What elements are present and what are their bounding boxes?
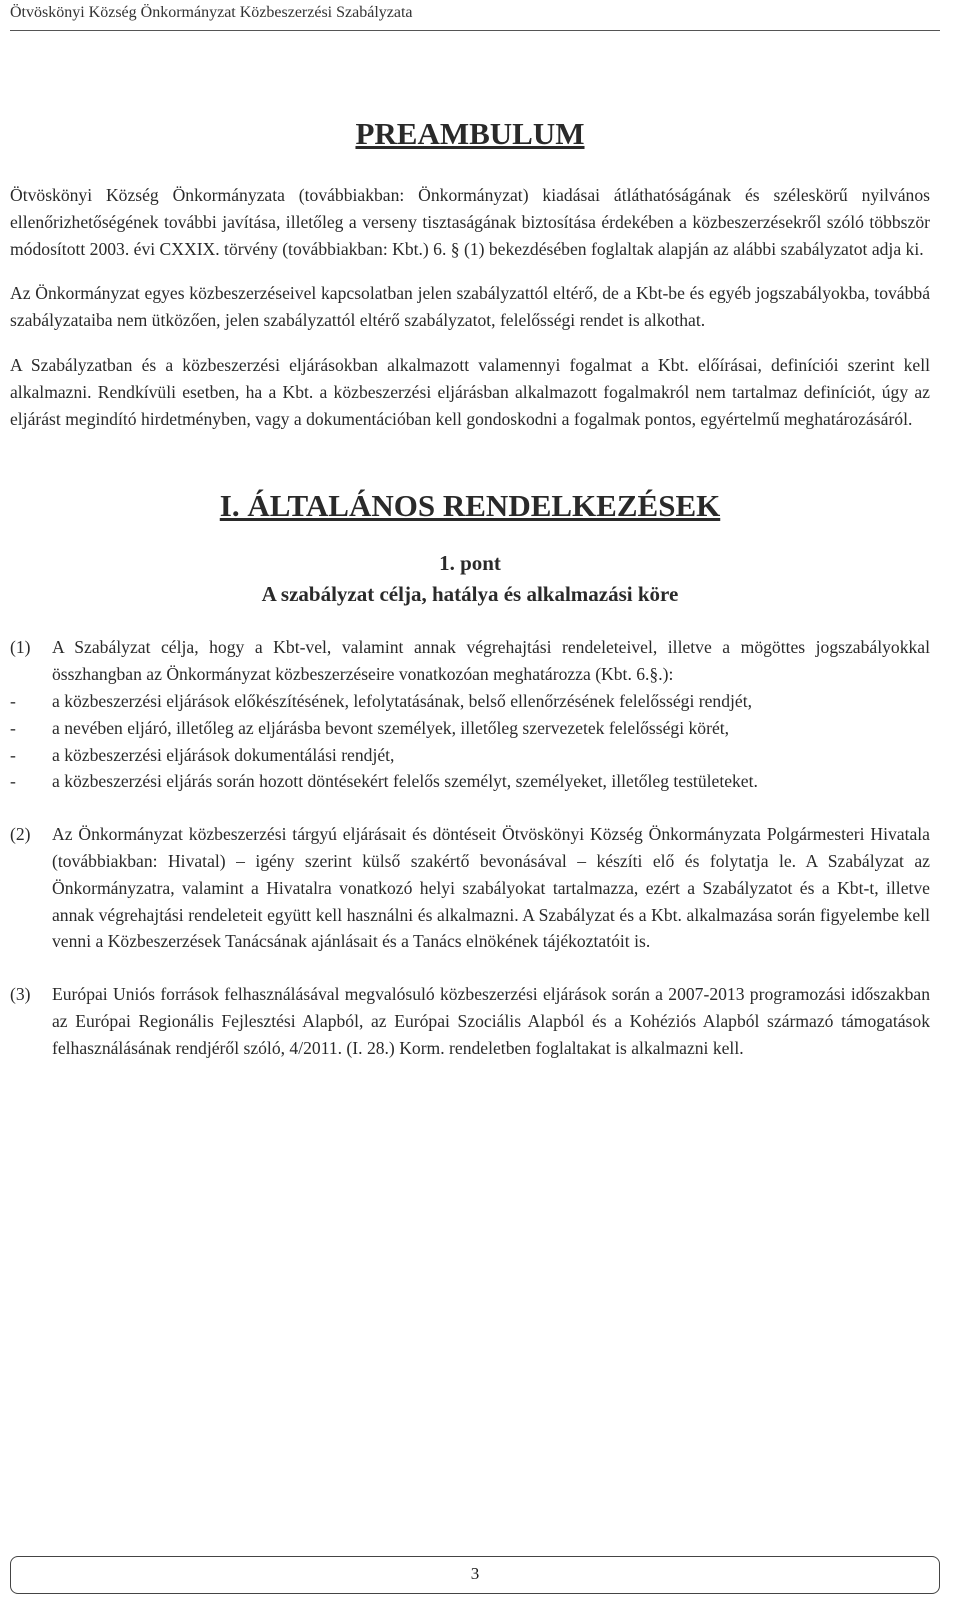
item-number: (2) <box>10 824 31 845</box>
list-item <box>10 688 930 715</box>
page-number: 3 <box>470 1564 480 1583</box>
item-text: Az Önkormányzat közbeszerzési tárgyú eljárásait és döntéseit Ötvöskönyi Község Önkormányzata Polgármesteri Hivatala (továbbiakban: Hivatal) – igény szerint külső szakértő bevonásával – készíti elő és folytatja le. A Szabályzat az Önkormányzatra, valamint a Hivatalra vonatkozó helyi szabályokat tartalmazza, ezért a Szabályzatot és a Kbt-t, illetve annak végrehajtási rendeleteit együtt kell használni és alkalmazni. A Szabályzat és a Kbt. alkalmazása során figyelembe kell venni a Közbeszerzések Tanácsának ajánlásait és a Tanács elnökének tájékoztatóit is. <box>52 824 930 952</box>
item-body <box>52 821 930 955</box>
point-label: 1. pont <box>439 551 501 576</box>
dash-marker: - <box>10 717 16 738</box>
item-text: A Szabályzat célja, hogy a Kbt-vel, valamint annak végrehajtási rendeleteivel, illetve a mögöttes jogszabályokkal összhangban az Önkormányzat közbeszerzéseire vonatkozóan meghatározza (Kbt. 6.§.): <box>52 637 930 685</box>
numbered-item-1 <box>10 634 930 795</box>
list-item-text: a közbeszerzési eljárás során hozott döntésekért felelős személyt, személyeket, illetőleg testületeket. <box>52 771 758 792</box>
item-body <box>52 981 930 1061</box>
running-header: Ötvöskönyi Község Önkormányzat Közbeszerzési Szabályzata <box>10 4 413 21</box>
dash-marker: - <box>10 690 16 711</box>
preamble-paragraph-2: Az Önkormányzat egyes közbeszerzéseivel kapcsolatban jelen szabályzattól eltérő, de a Kbt-be és egyéb jogszabályokba, továbbá szabályzataiba nem ütközően, jelen szabályzattól eltérő szabályzatot, felelősségi rendet is alkothat. <box>10 283 930 331</box>
list-item <box>10 768 930 795</box>
footer-box <box>10 1556 940 1594</box>
preamble-heading: PREAMBULUM <box>355 116 585 151</box>
list-item <box>10 715 930 742</box>
document-body <box>10 112 930 1088</box>
item-number: (3) <box>10 984 31 1005</box>
point-title: A szabályzat célja, hatálya és alkalmazási köre <box>261 582 679 607</box>
list-item-text: a közbeszerzési eljárások előkészítésének, lefolytatásának, belső ellenőrzésének felelősségi rendjét, <box>52 690 753 711</box>
header-rule <box>10 30 940 31</box>
numbered-item-2 <box>10 821 930 955</box>
numbered-item-3 <box>10 981 930 1061</box>
dash-marker: - <box>10 771 16 792</box>
dash-marker: - <box>10 744 16 765</box>
list-item <box>10 742 930 769</box>
dash-list <box>10 688 930 795</box>
item-number: (1) <box>10 637 31 658</box>
preamble-paragraph-3: A Szabályzatban és a közbeszerzési eljárásokban alkalmazott valamennyi fogalmat a Kbt. előírásai, definíciói szerint kell alkalmazni. Rendkívüli esetben, ha a Kbt. a közbeszerzési eljárásban alkalmazott fogalmakról nem tartalmaz definíciót, úgy az eljárást megindító hirdetményben, vagy a dokumentációban kell gondoskodni a fogalmak pontos, egyértelmű meghatározásáról. <box>10 354 930 429</box>
preamble-paragraph-1: Ötvöskönyi Község Önkormányzata (továbbiakban: Önkormányzat) kiadásai átláthatóságának és széleskörű nyilvános ellenőrizhetőségének további javítása, illetőleg a verseny tisztaságának biztosítása érdekében a közbeszerzésekről szóló többször módosított 2003. évi CXXIX. törvény (továbbiakban: Kbt.) 6. § (1) bekezdésében foglaltak alapján az alábbi szabályzatot adja ki. <box>10 185 930 259</box>
list-item-text: a nevében eljáró, illetőleg az eljárásba bevont személyek, illetőleg szervezetek felelősségi körét, <box>52 717 730 738</box>
item-body <box>10 634 930 795</box>
list-item-text: a közbeszerzési eljárások dokumentálási rendjét, <box>52 744 395 765</box>
item-text: Európai Uniós források felhasználásával megvalósuló közbeszerzési eljárások során a 2007-2013 programozási időszakban az Európai Regionális Fejlesztési Alapból, az Európai Szociális Alapból és a Kohéziós Alapból származó támogatások felhasználásának rendjéről szóló, 4/2011. (I. 28.) Korm. rendeletben foglaltakat is alkalmazni kell. <box>52 984 930 1058</box>
section-heading: I. ÁLTALÁNOS RENDELKEZÉSEK <box>219 488 721 524</box>
